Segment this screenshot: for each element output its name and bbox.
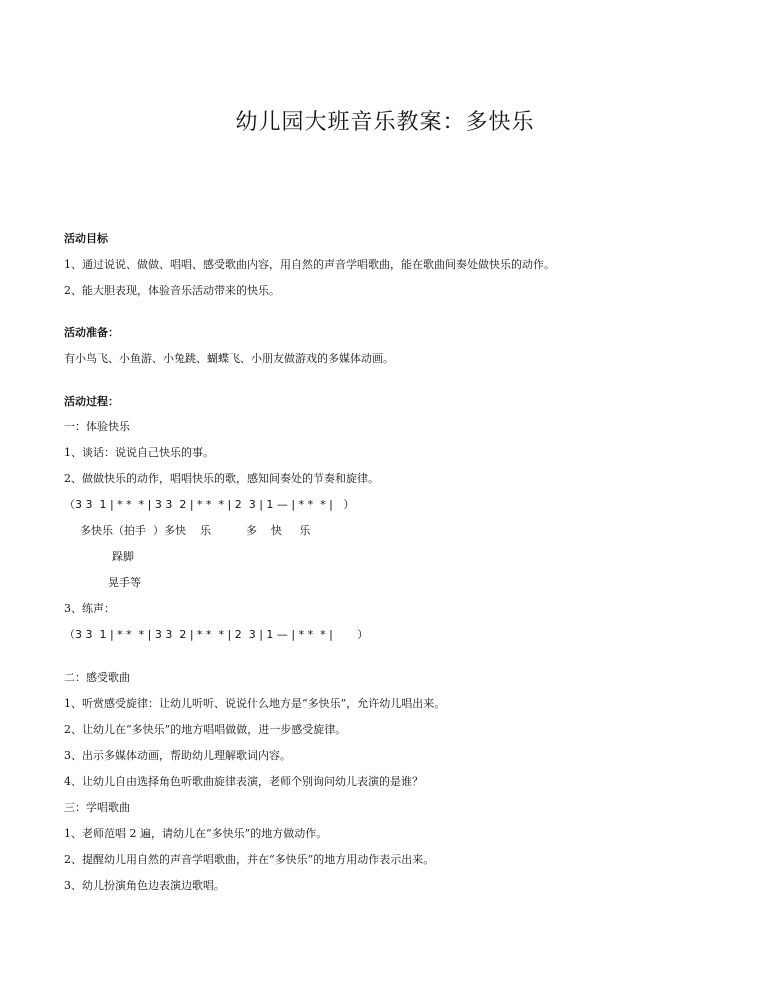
- goal-item: 1、通过说说、做做、唱唱、感受歌曲内容，用自然的声音学唱歌曲，能在歌曲间奏处做快乐的动作。: [64, 258, 555, 271]
- lyrics-line: 多快乐（拍手 ）多快 乐 多 快 乐: [80, 524, 311, 537]
- process-item: 1、谈话：说说自己快乐的事。: [64, 446, 214, 459]
- page-title: 幼儿园大班音乐教案：多快乐: [235, 109, 535, 135]
- goal-item: 2、能大胆表现，体验音乐活动带来的快乐。: [64, 284, 280, 297]
- part2-heading: 二：感受歌曲: [64, 671, 130, 684]
- part3-heading: 三：学唱歌曲: [64, 801, 130, 814]
- process-item: 2、提醒幼儿用自然的声音学唱歌曲，并在“多快乐”的地方用动作表示出来。: [64, 853, 435, 866]
- prep-item: 有小鸟飞、小鱼游、小兔跳、蝴蝶飞、小朋友做游戏的多媒体动画。: [64, 352, 394, 365]
- process-heading: 活动过程：: [64, 395, 119, 408]
- lyrics-line: 晃手等: [108, 576, 141, 589]
- goal-heading: 活动目标: [64, 232, 108, 245]
- part1-heading: 一：体验快乐: [64, 420, 130, 433]
- lyrics-line: 跺脚: [112, 550, 134, 563]
- music-score: （3 3 1 | * * * | 3 3 2 | * * * | 2 3 | 1 — | * * * | ）: [64, 628, 369, 641]
- process-item: 1、老师范唱 2 遍，请幼儿在“多快乐”的地方做动作。: [64, 827, 328, 840]
- process-item: 2、让幼儿在“多快乐”的地方唱唱做做，进一步感受旋律。: [64, 723, 347, 736]
- process-item: 1、听赏感受旋律：让幼儿听听、说说什么地方是“多快乐”，允许幼儿唱出来。: [64, 697, 446, 710]
- process-item: 2、做做快乐的动作，唱唱快乐的歌，感知间奏处的节奏和旋律。: [64, 472, 379, 485]
- process-item: 3、练声：: [64, 602, 115, 615]
- process-item: 3、幼儿扮演角色边表演边歌唱。: [64, 879, 225, 892]
- process-item: 4、让幼儿自由选择角色听歌曲旋律表演，老师个别询问幼儿表演的是谁？: [64, 775, 423, 788]
- process-item: 3、出示多媒体动画，帮助幼儿理解歌词内容。: [64, 749, 291, 762]
- prep-heading: 活动准备：: [64, 326, 119, 339]
- music-score: （3 3 1 | * * * | 3 3 2 | * * * | 2 3 | 1 — | * * * | ）: [64, 498, 355, 511]
